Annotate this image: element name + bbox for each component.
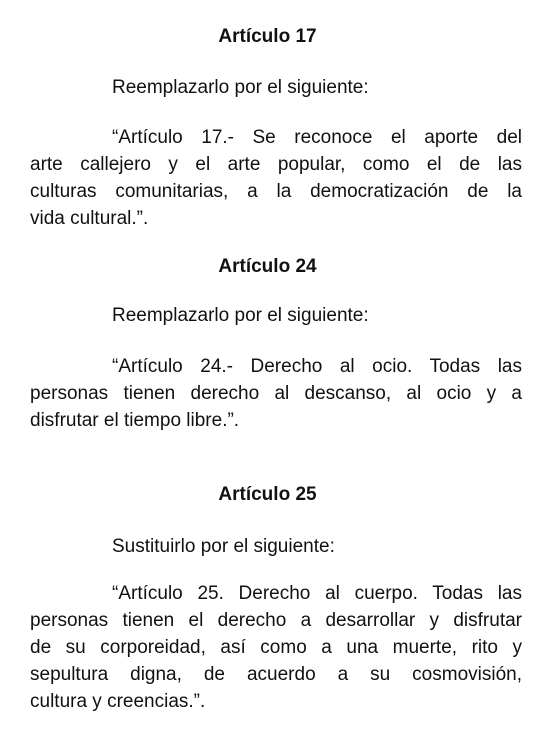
article-17-line: arte callejero y el arte popular, como el de las: [30, 154, 522, 175]
article-24-text: [30, 353, 522, 434]
article-25-heading: Artículo 25: [218, 484, 317, 505]
article-25-line: personas tienen el derecho a desarrollar y disfrutar: [30, 610, 522, 631]
article-17-instruction: Reemplazarlo por el siguiente:: [112, 77, 369, 98]
article-24-line: disfrutar el tiempo libre.”.: [30, 410, 240, 431]
article-24-line: “Artículo 24.- Derecho al ocio. Todas las: [112, 356, 522, 377]
article-25-line: “Artículo 25. Derecho al cuerpo. Todas las: [112, 583, 522, 604]
article-24-instruction: Reemplazarlo por el siguiente:: [112, 305, 369, 326]
article-25-line: de su corporeidad, así como a una muerte, rito y: [30, 637, 522, 658]
article-25-line: cultura y creencias.”.: [30, 691, 206, 712]
article-24-line: personas tienen derecho al descanso, al ocio y a: [30, 383, 522, 404]
article-17-line: vida cultural.”.: [30, 208, 149, 229]
article-17-line: “Artículo 17.- Se reconoce el aporte del: [112, 127, 522, 148]
article-17-heading: Artículo 17: [218, 26, 317, 47]
article-17-text: [30, 124, 522, 232]
article-25-instruction: Sustituirlo por el siguiente:: [112, 536, 335, 557]
article-17-line: culturas comunitarias, a la democratización de la: [30, 181, 522, 202]
article-25-text: [30, 580, 522, 715]
article-25-line: sepultura digna, de acuerdo a su cosmovisión,: [30, 664, 522, 685]
article-24-heading: Artículo 24: [218, 256, 317, 277]
